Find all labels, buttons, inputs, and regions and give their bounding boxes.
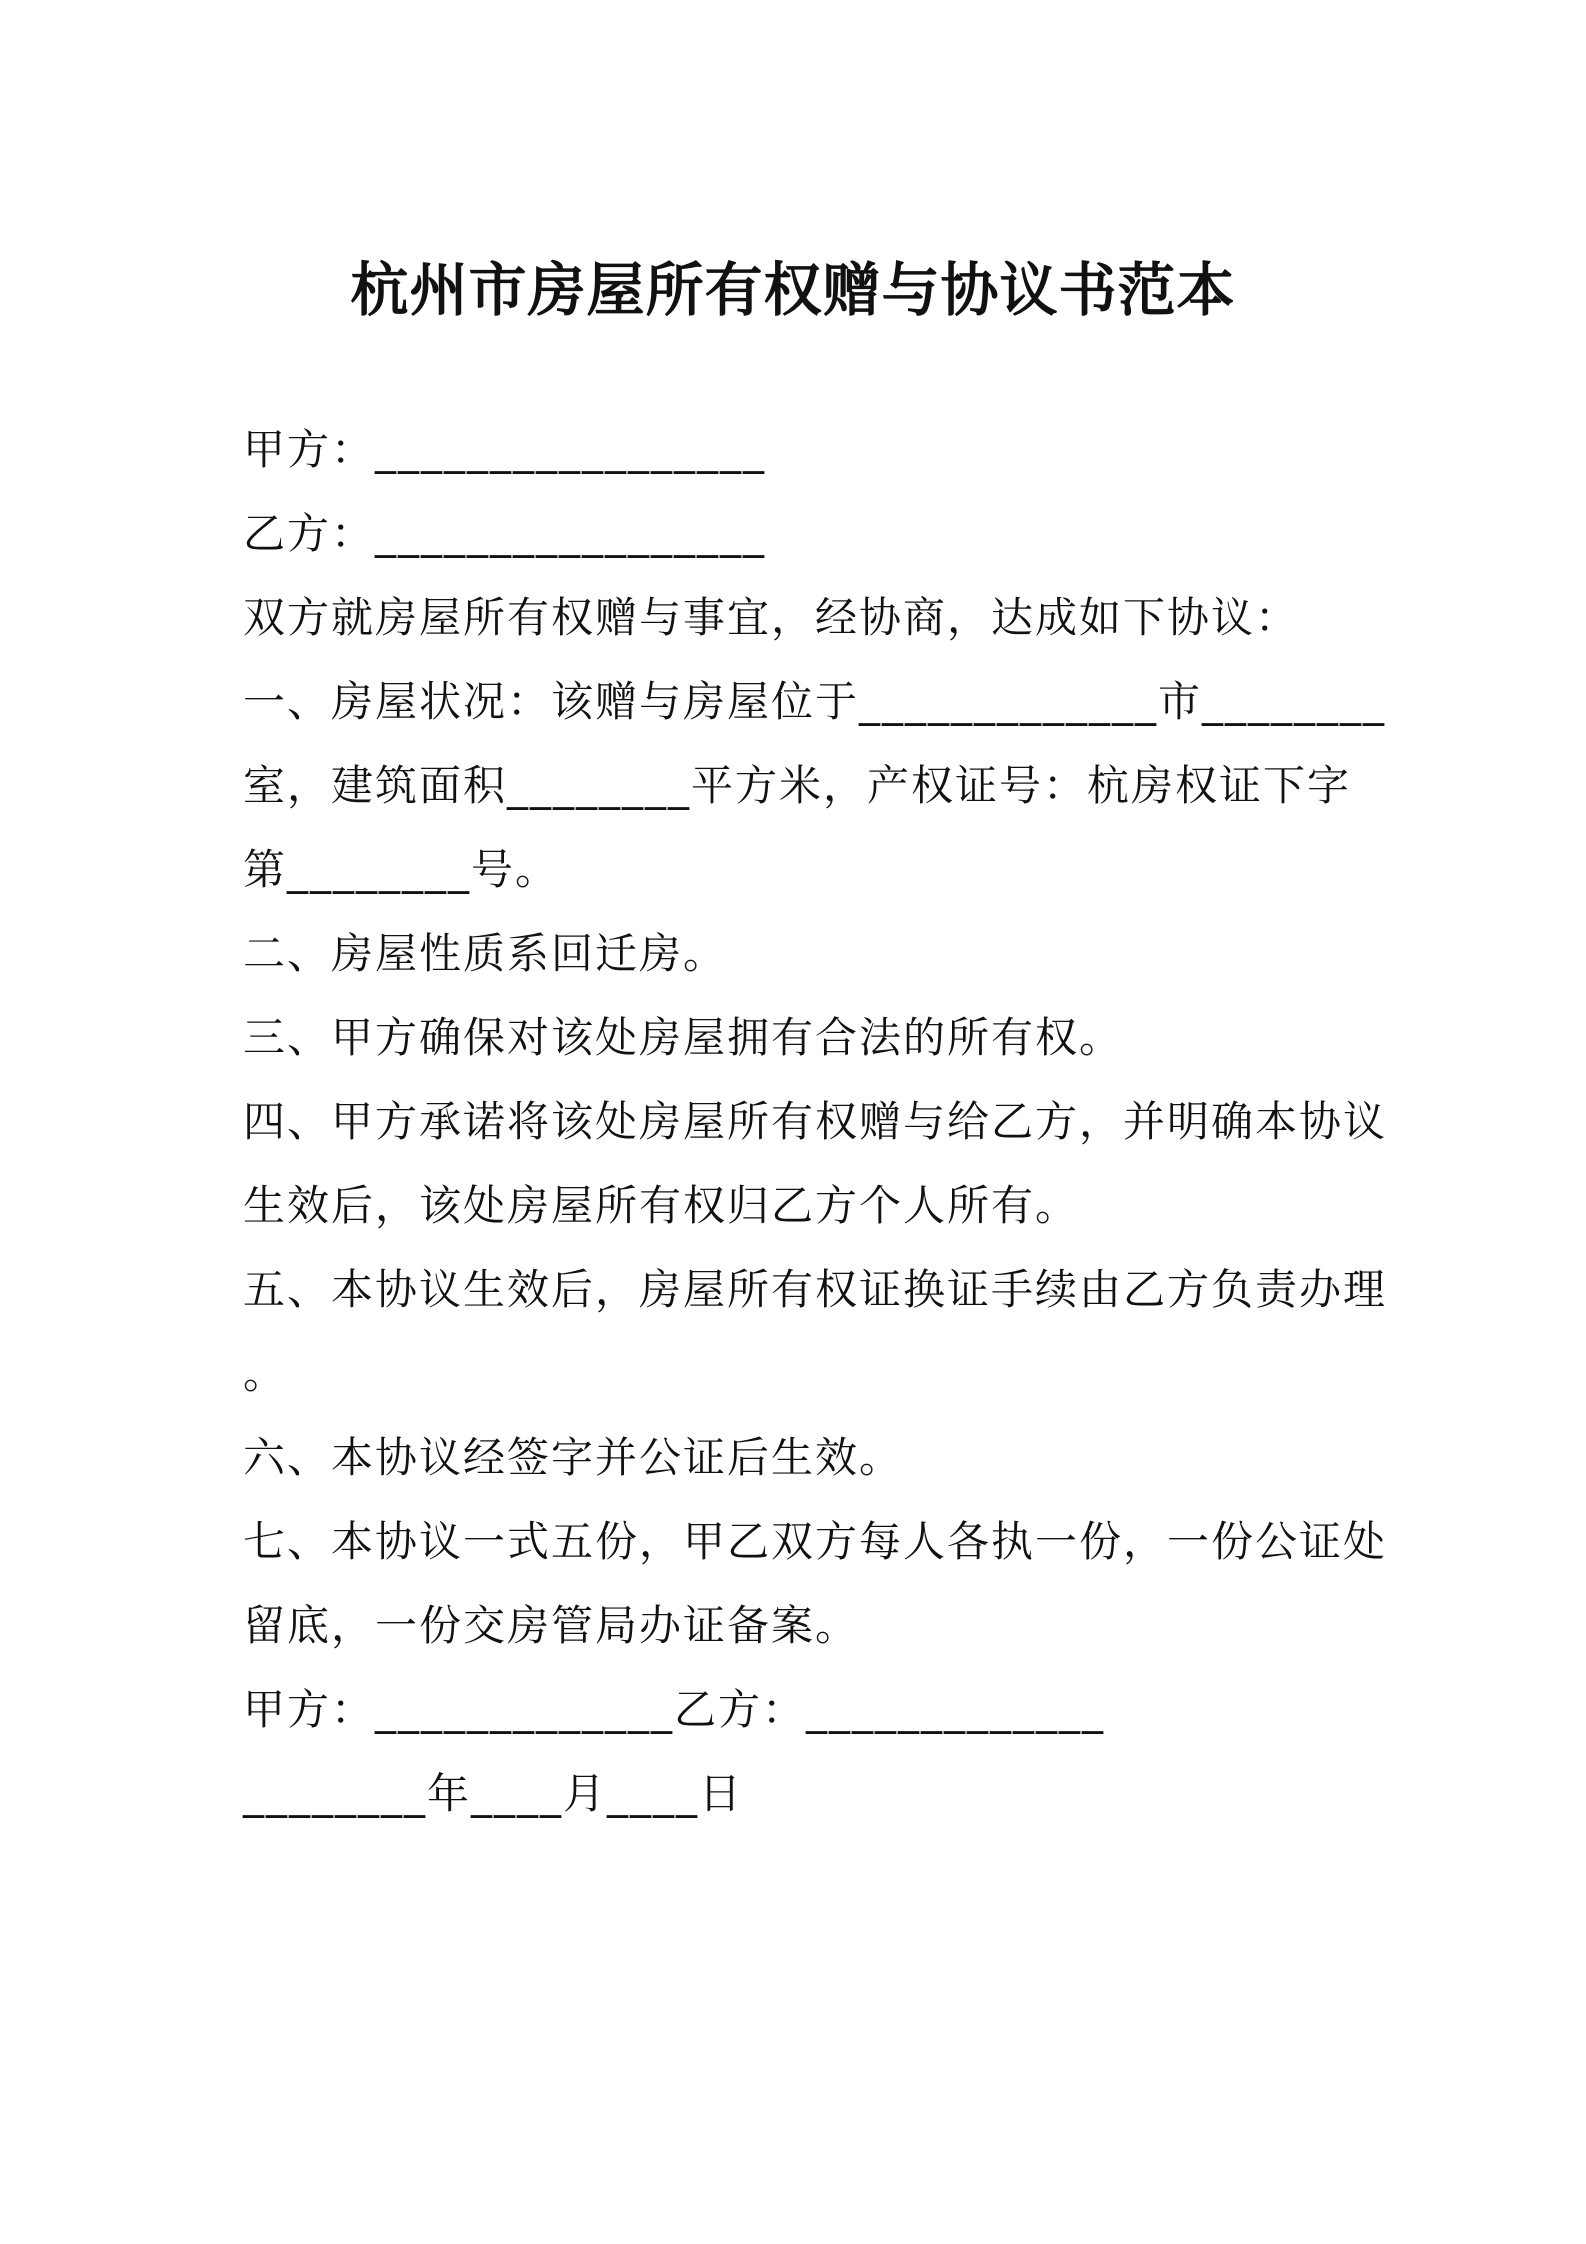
clause-7-line-2: 留底，一份交房管局办证备案。 — [243, 1601, 860, 1650]
clause-1-line-3: 第________号。 — [243, 845, 560, 894]
clause-1-line-2: 室，建筑面积________平方米，产权证号：杭房权证下字 — [243, 761, 1352, 810]
clause-4-line-2: 生效后，该处房屋所有权归乙方个人所有。 — [243, 1181, 1080, 1230]
clause-5-line-2: 。 — [243, 1349, 288, 1398]
document-title: 杭州市房屋所有权赠与协议书范本 — [350, 256, 1236, 324]
clause-5-line-1: 五、本协议生效后，房屋所有权证换证手续由乙方负责办理 — [243, 1265, 1388, 1314]
clause-2-line: 二、房屋性质系回迁房。 — [243, 929, 728, 978]
document-body — [243, 408, 1388, 1836]
party-a-line: 甲方：_________________ — [243, 425, 767, 474]
clause-6-line: 六、本协议经签字并公证后生效。 — [243, 1433, 904, 1482]
clause-1-line-1: 一、房屋状况：该赠与房屋位于_____________市________ — [243, 677, 1387, 726]
clause-3-line: 三、甲方确保对该处房屋拥有合法的所有权。 — [243, 1013, 1124, 1062]
party-b-line: 乙方：_________________ — [243, 509, 767, 558]
preamble-line: 双方就房屋所有权赠与事宜，经协商，达成如下协议： — [243, 593, 1300, 642]
signature-line: 甲方：_____________乙方：_____________ — [243, 1685, 1106, 1734]
clause-7-line-1: 七、本协议一式五份，甲乙双方每人各执一份，一份公证处 — [243, 1517, 1388, 1566]
date-line: ________年____月____日 — [243, 1769, 744, 1818]
clause-4-line-1: 四、甲方承诺将该处房屋所有权赠与给乙方，并明确本协议 — [243, 1097, 1388, 1146]
